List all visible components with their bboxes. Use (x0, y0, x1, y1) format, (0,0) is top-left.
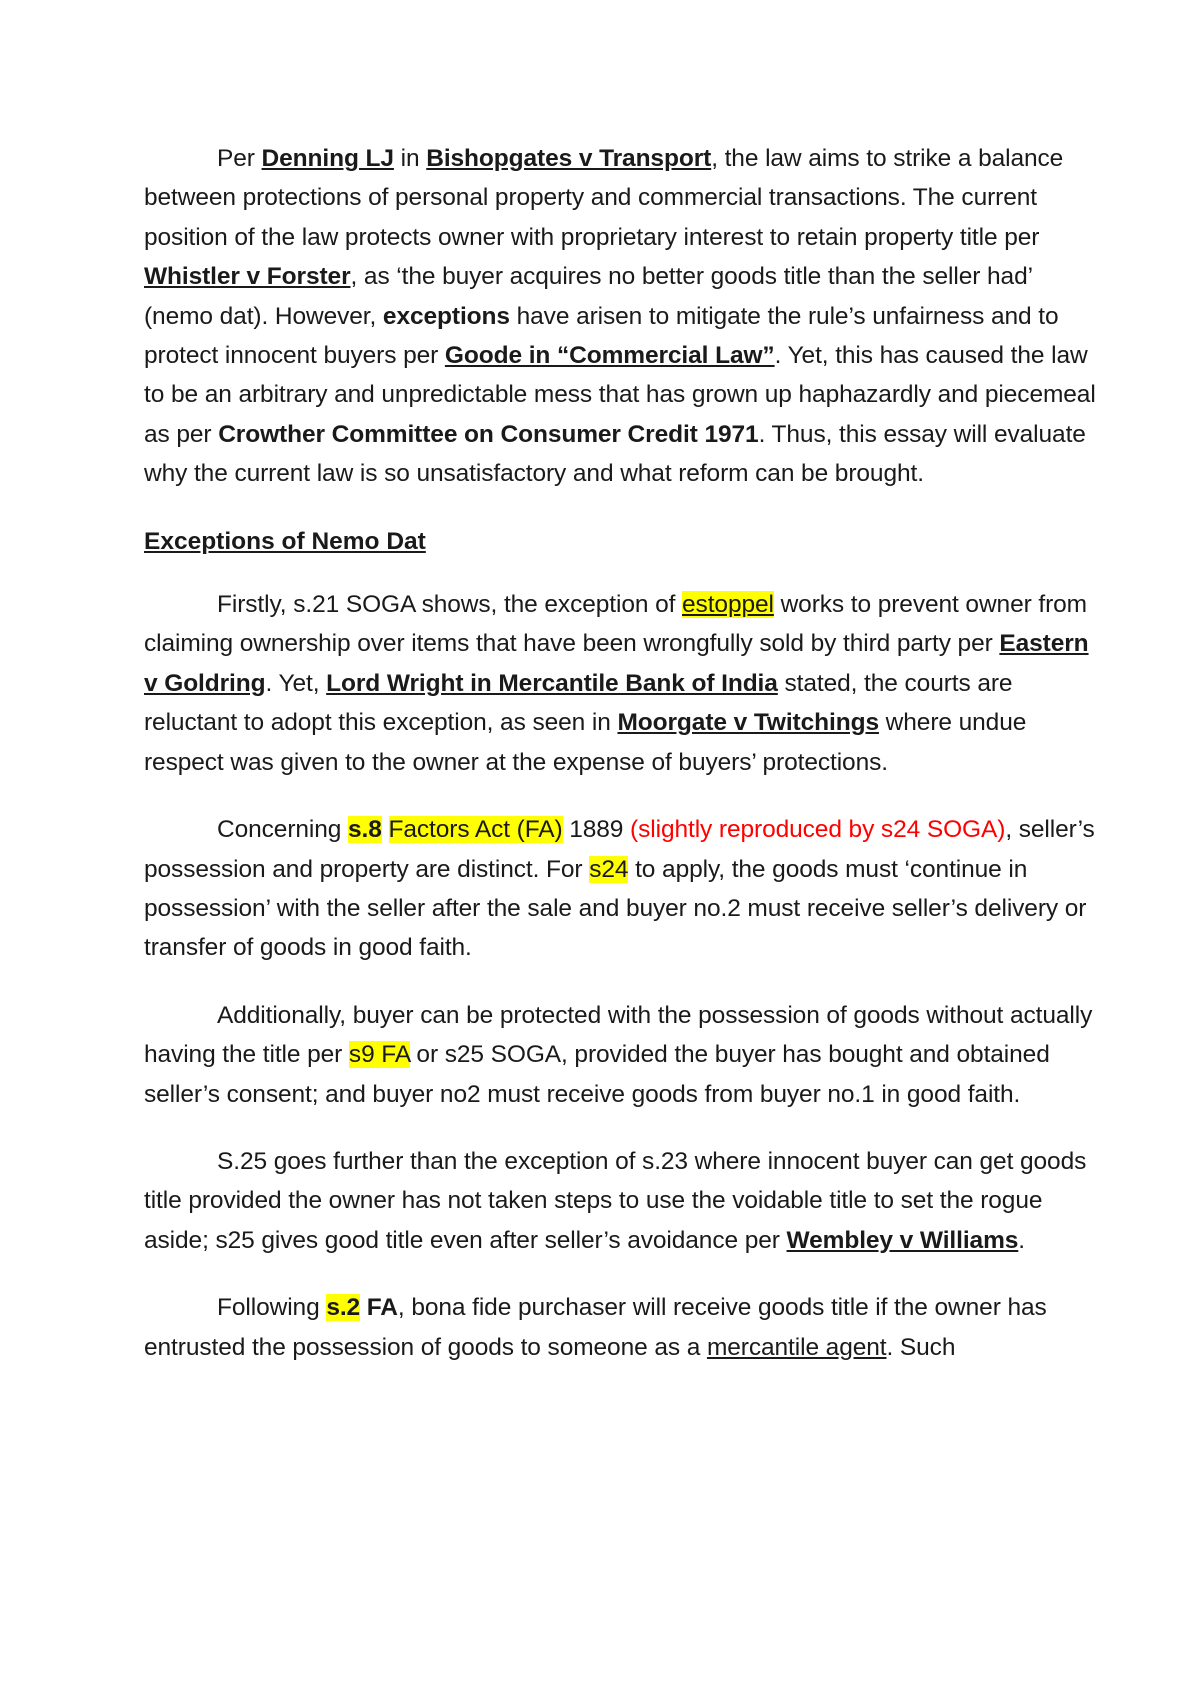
text: . Yet, (265, 669, 327, 697)
buyer-possession-paragraph (144, 996, 1100, 1114)
text: Concerning (217, 816, 349, 844)
text: . Yet, this has caused the law to be an arbitrary and unpredictable mess that has grown up haphazardly and piecemeal as per (144, 342, 1096, 448)
term-s8: s.8 (348, 816, 382, 844)
text: stated, the courts are reluctant to adopt this exception, as seen in (144, 669, 1013, 737)
text: S.25 goes further than the exception of s.23 where innocent buyer can get goods title provided the owner has not taken steps to use the voidable title to set the rogue aside; s25 gives good title even after seller’s avoidance per (144, 1147, 1087, 1254)
text (382, 816, 389, 843)
text: Additionally, buyer can be protected with the possession of goods without actually having the title per (144, 1001, 1093, 1069)
estoppel-paragraph (144, 585, 1100, 782)
source-goode: Goode in “Commercial Law” (444, 342, 775, 370)
case-eastern: Eastern v Goldring (144, 630, 1089, 697)
text: , bona fide purchaser will receive goods title if the owner has entrusted the possession of goods to someone as a (144, 1294, 1047, 1361)
text: . Thus, this essay will evaluate why the current law is so unsatisfactory and what reform can be brought. (144, 420, 1086, 488)
source-crowther: Crowther Committee on Consumer Credit 1971 (218, 420, 759, 448)
text: Following (217, 1294, 327, 1322)
text: . Such (886, 1333, 956, 1361)
case-denning: Denning LJ (261, 145, 394, 172)
text: where undue respect was given to the owner at the expense of buyers’ protections. (144, 709, 1027, 776)
case-bishopgates: Bishopgates v Transport (426, 145, 712, 172)
text: Per (217, 145, 262, 172)
text (360, 1294, 367, 1321)
term-s2: s.2 (326, 1294, 361, 1322)
red-note: (slightly reproduced by s24 SOGA) (630, 816, 1006, 844)
text: . (1018, 1226, 1025, 1254)
case-wright: Lord Wright in Mercantile Bank of India (326, 669, 778, 697)
text: works to prevent owner from claiming ownership over items that have been wrongfully sold by third party per (144, 591, 1087, 658)
intro-paragraph (144, 139, 1100, 494)
text: Firstly, s.21 SOGA shows, the exception of (217, 591, 683, 619)
factors-act-paragraph (144, 810, 1100, 968)
case-moorgate: Moorgate v Twitchings (617, 709, 879, 737)
text: 1889 (562, 816, 631, 844)
s25-paragraph (144, 1142, 1100, 1260)
s2-paragraph (144, 1288, 1100, 1367)
text: , seller’s possession and property are distinct. For (144, 816, 1095, 883)
term-s24: s24 (589, 855, 629, 883)
text: have arisen to mitigate the rule’s unfairness and to protect innocent buyers per (144, 302, 1059, 370)
text: to apply, the goods must ‘continue in possession’ with the seller after the sale and buyer no.2 must receive seller’s delivery or transfer of goods in good faith. (144, 855, 1087, 962)
term-factors-act: Factors Act (FA) (388, 816, 563, 844)
term-fa: FA (366, 1294, 398, 1322)
term-estoppel: estoppel (682, 591, 774, 619)
text: , the law aims to strike a balance between protections of personal property and commercial transactions. The current position of the law protects owner with proprietary interest to retain property title per (144, 145, 1064, 251)
term-mercantile-agent: mercantile agent (706, 1333, 887, 1361)
text: in (393, 145, 427, 172)
term-exceptions: exceptions (382, 302, 510, 330)
section-heading: Exceptions of Nemo Dat (144, 527, 426, 555)
text: or s25 SOGA, provided the buyer has bought and obtained seller’s consent; and buyer no2 must receive goods from buyer no.1 in good faith. (144, 1041, 1050, 1108)
text: , as ‘the buyer acquires no better goods title than the seller had’ (nemo dat). However, (144, 263, 1033, 330)
case-whistler: Whistler v Forster (144, 263, 351, 291)
term-s9-fa: s9 FA (348, 1041, 410, 1069)
case-wembley: Wembley v Williams (786, 1226, 1019, 1254)
